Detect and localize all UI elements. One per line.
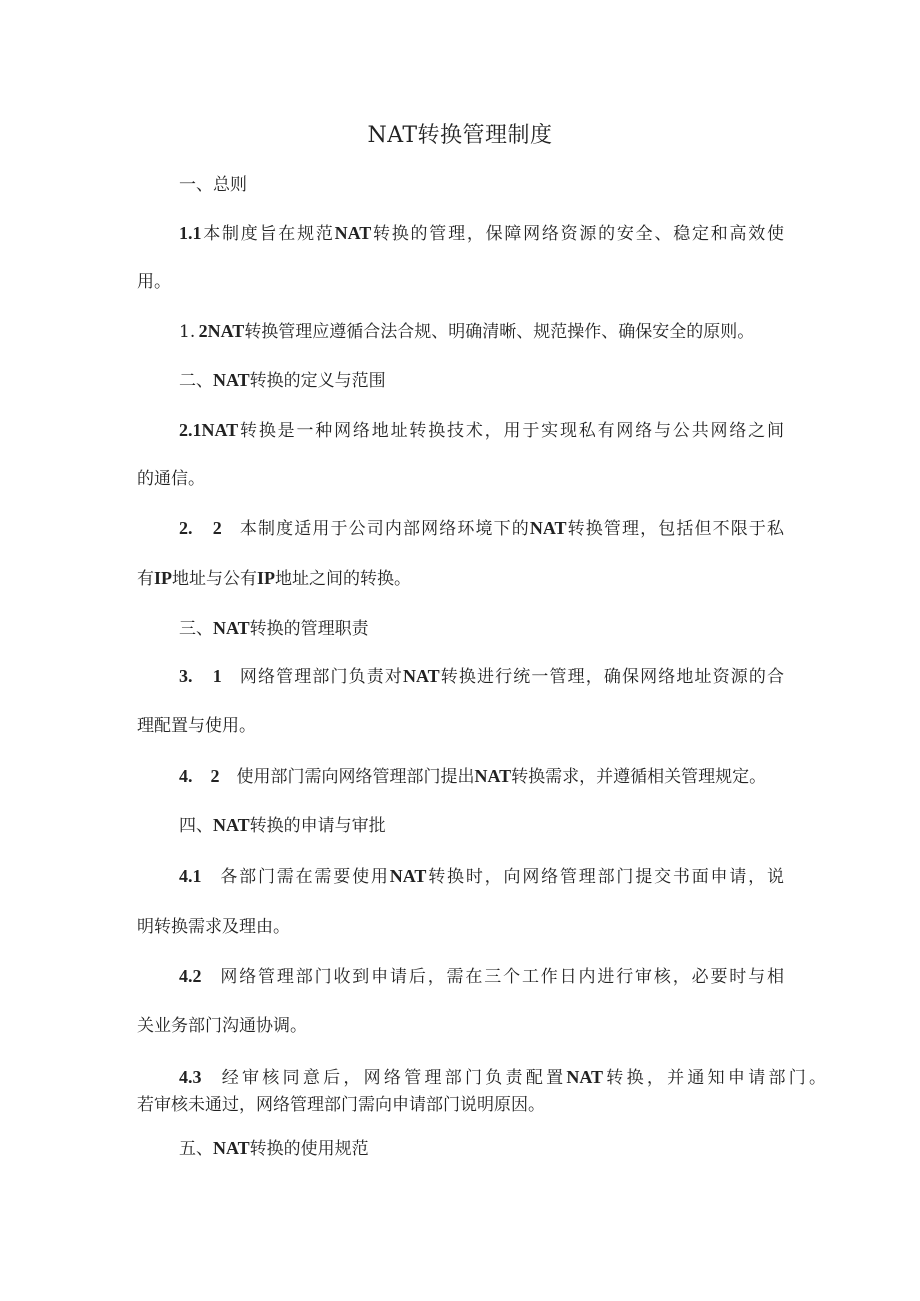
paragraph-text: 有 (137, 569, 154, 589)
section-5-heading (179, 1136, 369, 1161)
clause-number: 2. 2 (179, 518, 222, 538)
section-2-heading (179, 368, 386, 393)
paragraph-text: 网络管理部门收到申请后，需在三个工作日内进行审核，必要时与相 (218, 967, 784, 987)
paragraph-text: 用。 (137, 272, 171, 292)
section-heading-text: 一、总则 (179, 175, 247, 195)
section-heading-text: 二、 (179, 371, 213, 391)
term-nat: NAT (474, 766, 512, 786)
clause-number-bold: 2NAT (198, 321, 245, 341)
paragraph-text: 各部门需在需要使用 (218, 867, 390, 887)
clause-number: 4.1 (179, 866, 202, 886)
paragraph-2-2-continuation (137, 566, 411, 591)
clause-number: 4.3 (179, 1067, 202, 1087)
paragraph-text: 本制度旨在规范 (201, 224, 335, 244)
section-4-heading (179, 813, 386, 838)
paragraph-text: 转换管理，包括但不限于私 (566, 519, 785, 539)
paragraph-4-1-continuation (137, 915, 290, 939)
section-1-heading (179, 173, 247, 197)
paragraph-text: 转换需求，并遵循相关管理规定。 (511, 767, 767, 787)
paragraph-4-1 (179, 864, 784, 889)
paragraph-1-1-continuation (137, 270, 171, 294)
paragraph-text: 网络管理部门负责对 (238, 667, 403, 687)
paragraph-text: 地址与公有 (172, 569, 257, 589)
paragraph-text: 转换的管理，保障网络资源的安全、稳定和高效使 (371, 224, 785, 244)
paragraph-text: 使用部门需向网络管理部门提出 (236, 767, 475, 787)
paragraph-2-1 (179, 418, 784, 443)
paragraph-text: 地址之间的转换。 (275, 569, 411, 589)
paragraph-text: 转换是一种网络地址转换技术，用于实现私有网络与公共网络之间 (238, 421, 784, 441)
paragraph-4-3 (179, 1065, 826, 1090)
paragraph-4-3-continuation (137, 1093, 545, 1117)
paragraph-text: 转换进行统一管理，确保网络地址资源的合 (439, 667, 785, 687)
section-heading-text: 转换的管理职责 (249, 619, 369, 639)
paragraph-1-1 (179, 221, 784, 246)
term-nat: NAT (566, 1067, 604, 1087)
term-nat: NAT (213, 370, 250, 390)
paragraph-2-1-continuation (137, 467, 205, 491)
clause-number: 1.1 (179, 223, 202, 243)
paragraph-text: 关业务部门沟通协调。 (137, 1016, 307, 1036)
term-nat: NAT (213, 815, 250, 835)
paragraph-3-2 (179, 764, 766, 789)
clause-number: 4.2 (179, 966, 202, 986)
section-heading-text: 五、 (179, 1139, 213, 1159)
paragraph-text: 本制度适用于公司内部网络环境下的 (238, 519, 530, 539)
paragraph-3-1 (179, 664, 784, 689)
paragraph-text: 转换时，向网络管理部门提交书面申请，说 (426, 867, 785, 887)
section-3-heading (179, 616, 369, 641)
paragraph-text: 理配置与使用。 (137, 716, 256, 736)
paragraph-1-2 (179, 319, 754, 344)
term-nat: NAT (402, 666, 440, 686)
paragraph-2-2 (179, 516, 784, 541)
term-ip: IP (257, 568, 275, 588)
term-ip: IP (154, 568, 172, 588)
paragraph-4-2 (179, 964, 784, 989)
term-nat: NAT (213, 618, 250, 638)
paragraph-text: 转换，并通知申请部门。 (603, 1068, 827, 1088)
document-title: NAT转换管理制度 (367, 123, 553, 148)
term-nat: NAT (529, 518, 567, 538)
paragraph-text: 若审核未通过，网络管理部门需向申请部门说明原因。 (137, 1095, 545, 1115)
clause-number: 1. (179, 322, 196, 342)
paragraph-3-1-continuation (137, 714, 256, 738)
paragraph-text: 的通信。 (137, 469, 205, 489)
paragraph-text: 转换管理应遵循合法合规、明确清晰、规范操作、确保安全的原则。 (244, 322, 755, 342)
clause-number: 2.1NAT (179, 420, 239, 440)
paragraph-4-2-continuation (137, 1014, 307, 1038)
section-heading-text: 转换的使用规范 (249, 1139, 369, 1159)
clause-number: 3. 1 (179, 666, 222, 686)
paragraph-text: 明转换需求及理由。 (137, 917, 290, 937)
term-nat: NAT (213, 1138, 250, 1158)
term-nat: NAT (389, 866, 427, 886)
clause-number: 4. 2 (179, 766, 220, 786)
section-heading-text: 三、 (179, 619, 213, 639)
section-heading-text: 转换的定义与范围 (249, 371, 386, 391)
paragraph-text: 经审核同意后，网络管理部门负责配置 (218, 1068, 567, 1088)
section-heading-text: 四、 (179, 816, 213, 836)
term-nat: NAT (334, 223, 372, 243)
section-heading-text: 转换的申请与审批 (249, 816, 386, 836)
